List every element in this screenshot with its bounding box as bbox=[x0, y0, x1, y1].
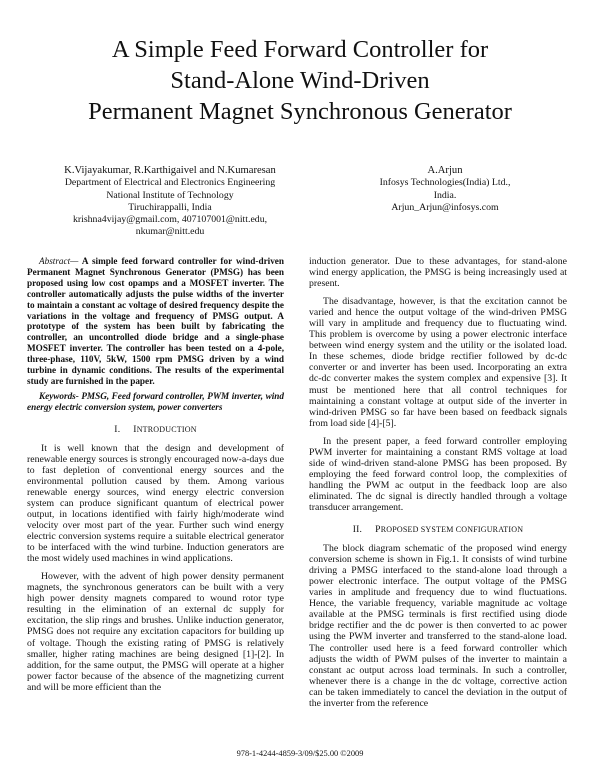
affiliation-line: Department of Electrical and Electronics Engineering bbox=[64, 177, 276, 189]
author-block-left bbox=[40, 165, 300, 239]
email-line: krishna4vijay@gmail.com, 407107001@nitt.edu, bbox=[72, 214, 268, 226]
left-column bbox=[27, 256, 284, 700]
email-line: nkumar@nitt.edu bbox=[135, 226, 205, 238]
abstract-label: Abstract— bbox=[39, 256, 79, 266]
body-paragraph: induction generator. Due to these advantages, for stand-alone wind energy application, the PMSG is being increasingly used at present. bbox=[309, 256, 567, 290]
section-heading bbox=[27, 424, 284, 435]
body-paragraph: It is well known that the design and development of renewable energy sources is strongly encouraged now-a-days due to fast depletion of conventional energy sources and the environmental pollution caused by them. Among various renewable energy sources, wind energy electric conversion system can produce significant quantum of electrical power output, in locations identified with fairly high/moderate wind velocity over most part of the year. Further such wind energy electric conversion systems require a suitable electrical generator to be interfaced with the wind turbine. Induction generators are the most widely used machines in wind applications. bbox=[27, 442, 284, 565]
section-heading bbox=[309, 524, 567, 535]
affiliation-line: National Institute of Technology bbox=[106, 189, 234, 201]
section-title-initial: I bbox=[133, 423, 137, 435]
author-names: A.Arjun bbox=[427, 165, 463, 176]
affiliation-line: Infosys Technologies(India) Ltd., bbox=[379, 177, 511, 189]
abstract-text: A simple feed forward controller for wind-driven Permanent Magnet Synchronous Generator (PMSG) has been proposed using low cost opamps and a MOSFET inverter. The controller automatically adjusts the pulse widths of the inverter to maintain a constant ac voltage of desired frequency despite the variations in the voltage and frequency of PMSG output. A prototype of the system has been built by fabricating the controller, an uncontrolled diode bridge and a single-phase MOSFET inverter. The controller has been tested on a 4-pole, three-phase, 110V, 5kW, 1500 rpm PMSG driven by a wind turbine in dynamic conditions. The results of the experimental study are furnished in the paper. bbox=[27, 256, 284, 386]
abstract bbox=[27, 256, 284, 387]
affiliation-line: India. bbox=[433, 189, 457, 201]
email-line: Arjun_Arjun@infosys.com bbox=[391, 201, 499, 213]
section-title-rest: ROPOSED SYSTEM CONFIGURATION bbox=[380, 525, 524, 535]
title-line: A Simple Feed Forward Controller for bbox=[111, 36, 489, 63]
keywords: Keywords- PMSG, Feed forward controller, PWM inverter, wind energy electric conversion system, power converters bbox=[27, 390, 284, 412]
body-paragraph: However, with the advent of high power density permanent magnets, the synchronous generators can be built with a very high power density magnets compared to wound rotor type resulting in the elimination of an external dc supply for excitation, the slip rings and brushes. Unlike induction generator, PMSG does not require any excitation capacitors for building up of voltage. Though the existing rating of PMSG is relatively smaller, higher rating machines are being designed [1]-[2]. In addition, for the same output, the PMSG will operate at a higher power factor because of the absence of the magnetizing current and will be more efficient than the bbox=[27, 571, 284, 693]
body-paragraph: The block diagram schematic of the proposed wind energy conversion scheme is shown in Fig.1. It consists of wind turbine driving a PMSG interfaced to the stand-alone load through a power electronic interface. The output voltage of the PMSG varies in amplitude and frequency due to wind fluctuations. Hence, the variable frequency, variable magnitude ac voltage available at the PMSG terminals is first rectified using diode bridge rectifier and the dc power is then converted to ac power using the PWM inverter and transferred to the stand-alone load. The controller used here is a feed forward controller which adjusts the width of PWM pulses of the inverter to maintain a constant ac output across load terminals. In such a controller, whenever there is a change in the dc voltage, corrective action can be taken immediately to cancel the deviation in the output of the inverter from the reference bbox=[309, 543, 567, 709]
page-footer: 978-1-4244-4859-3/09/$25.00 ©2009 bbox=[236, 749, 364, 758]
title-line: Permanent Magnet Synchronous Generator bbox=[88, 98, 512, 125]
section-title-rest: NTRODUCTION bbox=[136, 424, 197, 434]
author-block-right bbox=[340, 165, 550, 214]
body-paragraph: The disadvantage, however, is that the excitation cannot be varied and hence the output voltage of the wind-driven PMSG will vary in amplitude and frequency due to fluctuating wind. This problem is overcome by using a power electronic interface between wind energy system and the utility or the isolated load. In these schemes, diode bridge rectifier followed by dc-dc converter or and inverter has been used. Incorporating an extra dc-dc converter makes the system complex and expensive [3]. It must be mentioned here that all control techniques for maintaining a constant voltage at output side of the inverter in wind-driven PMSG so far have been based on feedback signals from load side [4]-[5]. bbox=[309, 296, 567, 429]
title-line: Stand-Alone Wind-Driven bbox=[170, 67, 430, 94]
author-names: K.Vijayakumar, R.Karthigaivel and N.Kumaresan bbox=[64, 165, 276, 176]
section-number: II. bbox=[352, 524, 363, 536]
right-column bbox=[309, 256, 567, 716]
body-paragraph: In the present paper, a feed forward controller employing PWM inverter for maintaining a constant RMS voltage at load side of wind-driven stand-alone PMSG has been proposed. By employing the feed forward control loop, the complexities of handling the PWM ac output in the feedback loop are also eliminated. The dc signal is directly handled through a voltage transducer arrangement. bbox=[309, 435, 567, 513]
affiliation-line: Tiruchirappalli, India bbox=[128, 201, 212, 213]
paper-title bbox=[0, 34, 600, 127]
section-number: I. bbox=[114, 423, 121, 435]
section-title-initial: P bbox=[375, 524, 381, 536]
